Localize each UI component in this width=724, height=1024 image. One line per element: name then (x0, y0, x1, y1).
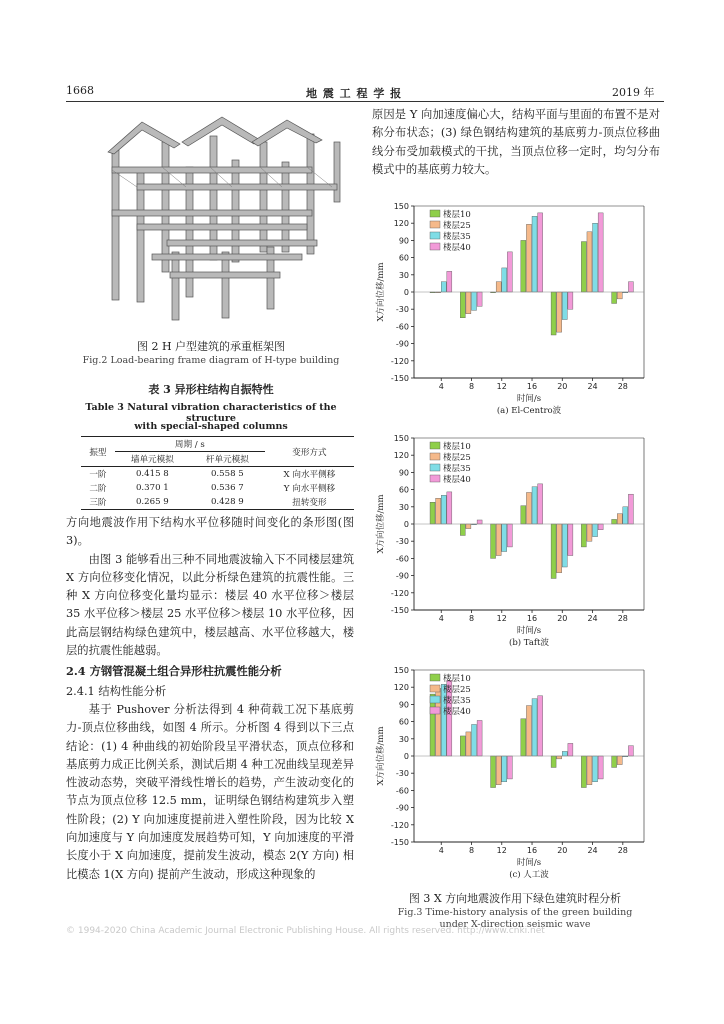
cell-bar: 0.536 7 (210, 483, 244, 493)
y-tick-label: -150 (390, 838, 409, 847)
y-tick-label: -30 (395, 305, 409, 315)
x-tick-label: 12 (496, 382, 507, 391)
bar (466, 524, 471, 529)
legend-label: 楼层25 (443, 453, 471, 463)
bar (447, 492, 452, 524)
y-tick-label: 0 (403, 520, 409, 529)
bar (507, 524, 512, 547)
y-axis-label: X方向位移/mm (376, 494, 386, 554)
legend-swatch (430, 232, 440, 239)
x-tick-label: 20 (557, 382, 568, 391)
cell-type: Y 向水平侧移 (283, 484, 336, 494)
x-tick-label: 20 (557, 614, 568, 623)
bar (538, 484, 543, 524)
bar (628, 746, 633, 756)
bar (593, 223, 598, 292)
paragraph: 方向地震波作用下结构水平位移随时间变化的条形图(图 3)。 (66, 516, 354, 548)
cell-wall: 0.265 9 (115, 495, 190, 510)
bar (628, 282, 633, 292)
bar (568, 292, 573, 309)
y-axis-label: X方向位移/mm (376, 262, 386, 322)
th-period: 周期 / s (115, 437, 265, 452)
cell-type: X 向水平侧移 (283, 470, 336, 480)
bar (496, 282, 501, 292)
x-tick-label: 24 (587, 382, 598, 391)
chart-b (370, 428, 660, 654)
bar (598, 524, 603, 530)
cell-mode: 一阶 (89, 470, 107, 480)
y-tick-label: 90 (398, 236, 409, 246)
watermark: © 1994-2020 China Academic Journal Electronic Publishing House. All rights reserved. http://www.cnki.net (66, 926, 545, 936)
chart-a-svg (370, 196, 660, 422)
figure-2-frame-image (82, 112, 352, 322)
chart-a (370, 196, 660, 422)
subsection-heading: 2.4.1 结构性能分析 (66, 684, 167, 698)
bar (477, 292, 482, 306)
y-tick-label: -120 (390, 588, 409, 598)
page-number: 1668 (66, 84, 94, 97)
legend-label: 楼层25 (443, 685, 471, 695)
y-tick-label: -90 (395, 571, 409, 581)
bar (612, 519, 617, 524)
bar (581, 242, 586, 292)
chart-title: (c) 人工波 (509, 870, 549, 880)
bar (551, 292, 556, 335)
y-tick-label: 30 (398, 502, 409, 512)
bar (472, 292, 477, 310)
cell-wall: 0.370 1 (135, 483, 169, 493)
bar (526, 224, 531, 292)
x-tick-label: 24 (587, 614, 598, 623)
legend-label: 楼层10 (443, 674, 471, 684)
th-mode: 振型 (81, 437, 115, 467)
x-tick-label: 12 (496, 614, 507, 623)
y-tick-label: 90 (398, 700, 409, 710)
bar (472, 724, 477, 756)
bar (441, 495, 446, 524)
legend-swatch (430, 221, 440, 228)
right-column-text (372, 106, 660, 179)
th-type: 变形方式 (265, 437, 354, 467)
cell-wall: 0.415 8 (135, 469, 169, 479)
bar (628, 494, 633, 524)
y-tick-label: 30 (398, 734, 409, 744)
bar (532, 487, 537, 524)
bar (526, 492, 531, 524)
bar (491, 524, 496, 558)
bar (557, 756, 562, 759)
th-wall: 墙单元模拟 (115, 452, 190, 467)
bar (568, 743, 573, 756)
th-bar: 杆单元模拟 (190, 452, 265, 467)
legend-label: 楼层40 (443, 243, 471, 253)
y-tick-label: -60 (395, 786, 409, 796)
bar (587, 524, 592, 541)
y-tick-label: 150 (393, 666, 409, 675)
chart-b-svg (370, 428, 660, 654)
bar (623, 507, 628, 524)
bar (612, 292, 617, 303)
y-tick-label: 120 (393, 451, 409, 461)
bar (496, 524, 501, 556)
cell-bar: 0.558 5 (210, 469, 244, 479)
section-heading: 2.4 方钢管混凝土组合异形柱抗震性能分析 (66, 664, 282, 679)
bar (568, 524, 573, 556)
bar (593, 524, 598, 537)
x-tick-label: 16 (526, 382, 538, 391)
table-row (81, 467, 354, 482)
y-tick-label: -90 (395, 339, 409, 349)
bar (502, 524, 507, 552)
legend-swatch (430, 442, 440, 449)
cell-bar: 0.428 9 (190, 495, 265, 510)
chart-title: (a) El-Centro波 (496, 406, 562, 416)
bar (477, 520, 482, 524)
paragraph: 由图 3 能够看出三种不同地震波输入下不同楼层建筑 X 方向位移变化情况，以此分析绿色建筑的抗震性能。三种 X 方向位移变化量均显示：楼层 40 水平位移＞楼层 35 水平位移＞楼层 25 水平位移＞楼层 10 水平位移，因此高层钢结构绿色建筑中，楼层越高、水平位移越大，楼层的抗震性能越弱。 (66, 552, 354, 658)
bar (430, 694, 435, 756)
x-tick-label: 8 (468, 846, 475, 855)
x-axis-label: 时间/s (516, 858, 542, 868)
bar (502, 756, 507, 782)
bar (526, 706, 531, 756)
x-tick-label: 16 (526, 614, 538, 623)
bar (598, 213, 603, 292)
year: 2019 年 (612, 86, 655, 99)
table3-title-en-2: with special-shaped columns (134, 421, 288, 432)
x-tick-label: 16 (526, 846, 538, 855)
bar (562, 751, 567, 756)
bar (617, 292, 622, 299)
bar (441, 282, 446, 292)
fig2-caption-cn: 图 2 H 户型建筑的承重框架图 (136, 340, 286, 353)
bar (496, 756, 501, 785)
legend-label: 楼层10 (443, 210, 471, 220)
legend-swatch (430, 707, 440, 714)
y-tick-label: 30 (398, 270, 409, 280)
bar (521, 240, 526, 292)
bar (447, 271, 452, 292)
table-3 (81, 436, 354, 510)
x-tick-label: 4 (438, 846, 444, 855)
bar (551, 756, 556, 767)
y-tick-label: -90 (395, 803, 409, 813)
bar (521, 719, 526, 756)
x-tick-label: 28 (617, 846, 628, 855)
x-tick-label: 4 (438, 614, 444, 623)
chart-c-svg (370, 660, 660, 886)
legend-label: 楼层35 (443, 464, 471, 474)
paragraph: 基于 Pushover 分析法得到 4 种荷载工况下基底剪力-顶点位移曲线，如图 4 所示。分析图 4 得到以下三点结论：(1) 4 种曲线的初始阶段呈平滑状态，顶点位移和基底剪力成正比例关系，测试后期 4 种工况曲线呈现差异性波动态势，突破平滑线性增长的趋势，产生波动变化的节点为顶点位移 12.5 mm，证明绿色钢结构建筑步入塑性阶段；(2) Y 向加速度提前进入塑性阶段，因为比较 X 向加速度与 Y 向加速度发展趋势可知，Y 向加速度的平滑长度小于 X 向加速度，提前发生波动，模态 2(Y 方向) 相比模态 1(X 方向) 提前产生波动，形成这种现象的 (66, 702, 354, 881)
bar (612, 756, 617, 767)
bar (598, 756, 603, 779)
legend-swatch (430, 696, 440, 703)
cell-mode: 二阶 (89, 484, 107, 494)
bar (460, 736, 465, 756)
table3-title-cn: 表 3 异形柱结构自振特性 (148, 383, 274, 396)
fig3-caption-en-1: Fig.3 Time-history analysis of the green building (397, 907, 633, 918)
chart-c (370, 660, 660, 886)
x-axis-label: 时间/s (516, 394, 542, 404)
legend-swatch (430, 475, 440, 482)
bar (538, 696, 543, 756)
bar (502, 268, 507, 292)
legend-label: 楼层25 (443, 221, 471, 231)
bar (491, 756, 496, 788)
x-tick-label: 8 (468, 382, 475, 391)
legend-swatch (430, 243, 440, 250)
bar (460, 524, 465, 535)
bar (521, 506, 526, 524)
y-tick-label: -30 (395, 537, 409, 547)
y-tick-label: 60 (398, 253, 409, 263)
chart-title: (b) Taft波 (509, 638, 549, 648)
bar (581, 756, 586, 788)
bar (477, 720, 482, 756)
table-row (81, 481, 354, 495)
bar (507, 252, 512, 292)
y-tick-label: -30 (395, 769, 409, 779)
left-column-text (66, 514, 354, 884)
bar (466, 292, 471, 314)
y-tick-label: 90 (398, 468, 409, 478)
y-axis-label: X方向位移/mm (376, 726, 386, 786)
y-tick-label: 60 (398, 717, 409, 727)
y-tick-label: -150 (390, 606, 409, 615)
bar (587, 756, 592, 785)
bar (532, 216, 537, 292)
x-tick-label: 28 (617, 614, 628, 623)
legend-swatch (430, 674, 440, 681)
legend-label: 楼层35 (443, 232, 471, 242)
x-tick-label: 20 (557, 846, 568, 855)
legend-label: 楼层40 (443, 707, 471, 717)
paragraph: 原因是 Y 向加速度偏心大，结构平面与里面的布置不是对称分布状态；(3) 绿色钢结构建筑的基底剪力-顶点位移曲线分布受加载模式的干扰，当顶点位移一定时，均匀分布模式中的基底剪力较大。 (372, 108, 660, 176)
bar (557, 292, 562, 332)
y-tick-label: 0 (403, 752, 409, 761)
bar (507, 756, 512, 779)
bar (617, 514, 622, 524)
bar (436, 498, 441, 524)
y-tick-label: -60 (395, 322, 409, 332)
table-row (81, 495, 354, 510)
bar (587, 232, 592, 292)
x-tick-label: 24 (587, 846, 598, 855)
bar (562, 524, 567, 567)
legend-label: 楼层10 (443, 442, 471, 452)
table3-title-en-1: Table 3 Natural vibration characteristics of the structure (85, 402, 337, 424)
fig3-caption-en-2: under X-direction seismic wave (439, 919, 591, 930)
legend-swatch (430, 453, 440, 460)
y-tick-label: 60 (398, 485, 409, 495)
journal-name: 地 震 工 程 学 报 (306, 87, 403, 100)
x-tick-label: 12 (496, 846, 507, 855)
frame-drawing (82, 112, 352, 322)
bar (430, 502, 435, 524)
x-tick-label: 8 (468, 614, 475, 623)
legend-swatch (430, 685, 440, 692)
legend-swatch (430, 464, 440, 471)
bar (551, 524, 556, 578)
fig3-caption-cn: 图 3 X 方向地震波作用下绿色建筑时程分析 (408, 892, 622, 905)
bar (460, 292, 465, 318)
legend-label: 楼层35 (443, 696, 471, 706)
x-tick-label: 28 (617, 382, 628, 391)
y-tick-label: -120 (390, 820, 409, 830)
legend-label: 楼层40 (443, 475, 471, 485)
bar (562, 292, 567, 320)
bar (581, 524, 586, 547)
bar (538, 213, 543, 292)
y-tick-label: 120 (393, 219, 409, 229)
bar (466, 732, 471, 756)
bar (593, 756, 598, 782)
header-rule (66, 101, 664, 102)
y-tick-label: -150 (390, 374, 409, 383)
x-tick-label: 4 (438, 382, 444, 391)
cell-type: 扭转变形 (265, 495, 354, 510)
bar (532, 699, 537, 756)
y-tick-label: 120 (393, 683, 409, 693)
fig2-caption-en: Fig.2 Load-bearing frame diagram of H-type building (82, 355, 340, 366)
x-axis-label: 时间/s (516, 626, 542, 636)
cell-mode: 三阶 (81, 495, 115, 510)
y-tick-label: -120 (390, 356, 409, 366)
legend-swatch (430, 210, 440, 217)
bar (557, 524, 562, 573)
y-tick-label: -60 (395, 554, 409, 564)
y-tick-label: 150 (393, 202, 409, 211)
bar (617, 756, 622, 765)
y-tick-label: 150 (393, 434, 409, 443)
y-tick-label: 0 (403, 288, 409, 297)
